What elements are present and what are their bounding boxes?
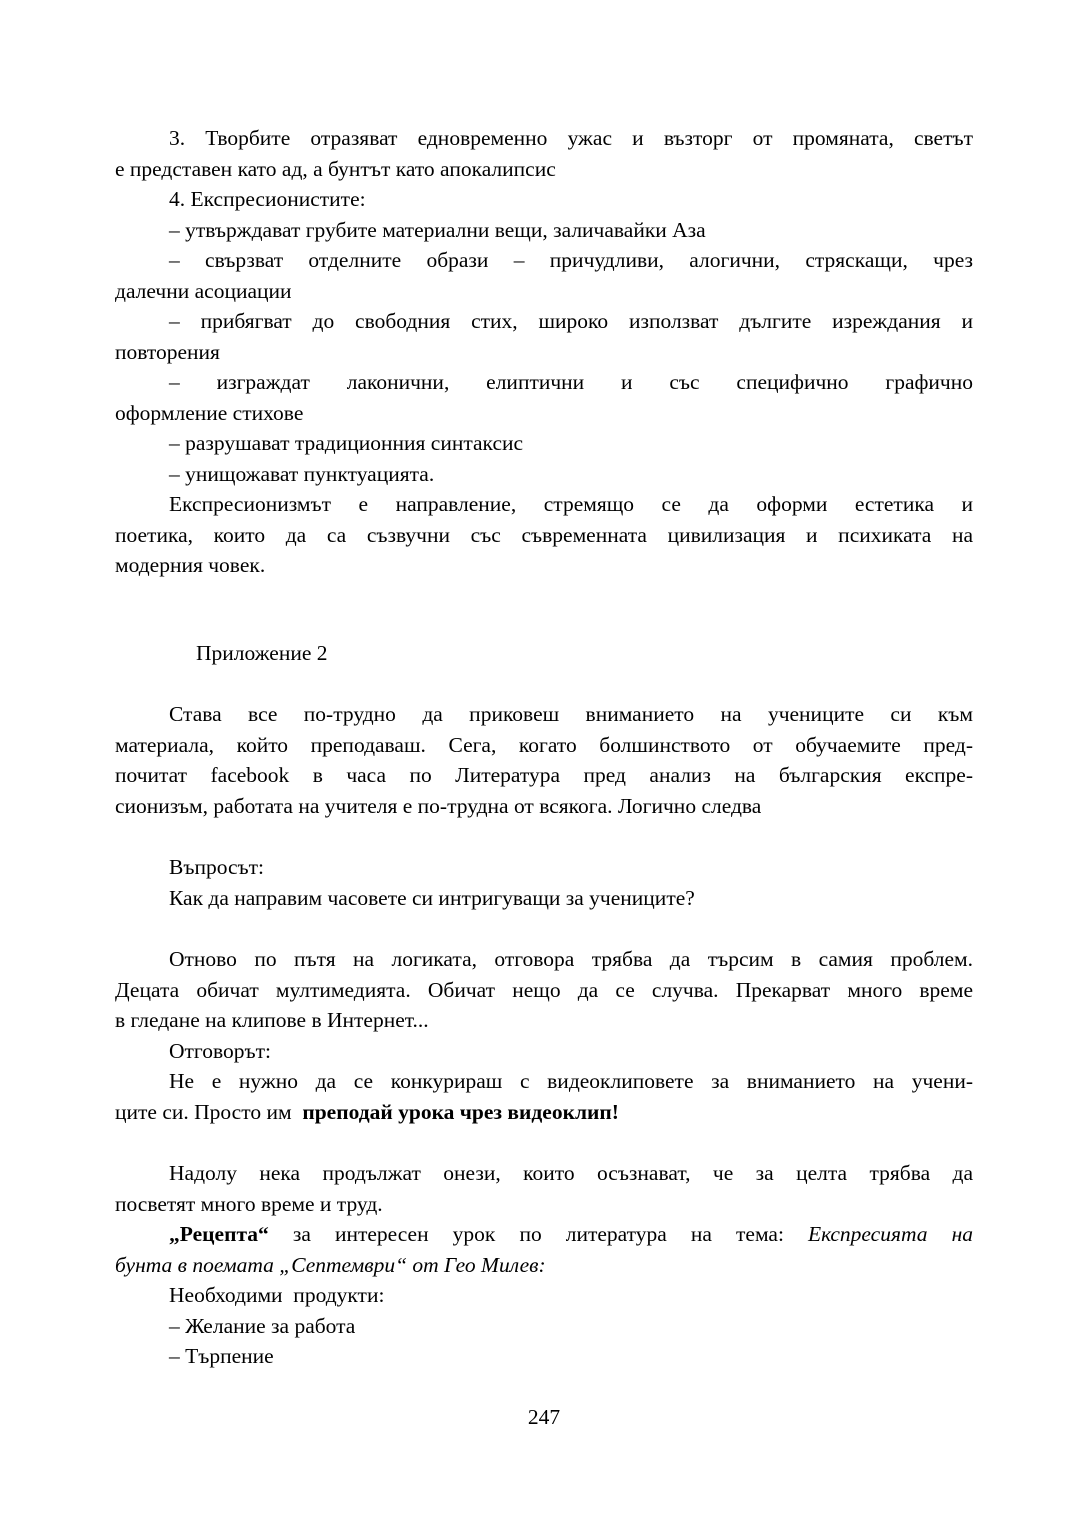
paragraph: [115, 1036, 973, 1067]
text-run: бунта в поемата „Септември“ от Гео Милев:: [115, 1252, 546, 1277]
text-run: Експресията на: [808, 1222, 973, 1246]
text-line: [115, 306, 973, 337]
text-line: [115, 760, 973, 791]
text-line: [115, 123, 973, 154]
text-run: – утвърждават грубите материални вещи, заличавайки Аза: [169, 217, 706, 242]
paragraph: [115, 306, 973, 367]
text-run: Приложение 2: [196, 640, 328, 665]
text-line: [115, 1250, 973, 1281]
paragraph: [115, 944, 973, 1036]
text-run: – прибягват до свободния стих, широко използват дългите изреждания и: [169, 309, 973, 333]
text-line: [115, 1341, 973, 1372]
paragraph: [115, 123, 973, 184]
text-run: – разрушават традиционния синтаксис: [169, 431, 524, 455]
paragraph: [115, 852, 973, 883]
text-run: – Търпение: [169, 1344, 274, 1368]
text-line: [115, 1036, 973, 1067]
text-line: [115, 550, 973, 581]
paragraph: [115, 459, 973, 490]
text-run: – изграждат лаконични, елиптични и със специфично графично: [169, 370, 973, 394]
paragraph: [115, 699, 973, 821]
text-line: [115, 1219, 973, 1250]
text-line: [115, 276, 973, 307]
text-run: е представен като ад, а бунтът като апокалипсис: [115, 156, 556, 181]
paragraph: [115, 1158, 973, 1219]
text-line: [115, 428, 973, 459]
text-run: Необходими продукти:: [169, 1283, 385, 1307]
text-line: [115, 367, 973, 398]
text-run: Въпросът:: [169, 855, 265, 879]
text-line: [115, 184, 973, 215]
text-line: [115, 245, 973, 276]
text-run: Отговорът:: [169, 1038, 271, 1063]
text-line: [115, 1311, 973, 1342]
text-run: модерния човек.: [115, 553, 266, 577]
text-run: поетика, които да са съзвучни със съвременната цивилизация и психиката на: [115, 522, 973, 547]
text-run: сионизъм, работата на учителя е по-трудна от всякога. Логично следва: [115, 793, 762, 818]
paragraph: [115, 1219, 973, 1280]
paragraph: [115, 883, 973, 914]
text-line: [115, 791, 973, 822]
text-run: Отново по пътя на логиката, отговора трябва да търсим в самия проблем.: [169, 947, 973, 971]
page-number: 247: [527, 1405, 561, 1429]
text-run: 3. Творбите отразяват едновременно ужас и възторг от промяната, светът: [169, 126, 973, 150]
text-run: – Желание за работа: [169, 1313, 356, 1338]
text-line: [115, 1066, 973, 1097]
text-run: – унищожават пунктуацията.: [169, 461, 435, 486]
text-run: Не е нужно да се конкурираш с видеоклиповете за вниманието на учени-: [169, 1069, 973, 1093]
text-line: [115, 638, 973, 669]
paragraph: [115, 1341, 973, 1372]
text-line: [115, 154, 973, 185]
text-line: [115, 883, 973, 914]
paragraph: [115, 367, 973, 428]
text-line: [115, 1005, 973, 1036]
text-run: Как да направим часовете си интригуващи за учениците?: [169, 885, 695, 910]
paragraph: [115, 1311, 973, 1342]
text-run: повторения: [115, 339, 220, 364]
text-line: [115, 459, 973, 490]
text-line: [115, 975, 973, 1006]
text-run: Децата обичат мултимедията. Обичат нещо да се случва. Прекарват много време: [115, 977, 973, 1002]
text-line: [115, 699, 973, 730]
text-line: [115, 520, 973, 551]
text-line: [115, 1189, 973, 1220]
paragraph: [115, 638, 973, 669]
paragraph: [115, 245, 973, 306]
text-run: посветят много време и труд.: [115, 1191, 383, 1216]
paragraph: [115, 1066, 973, 1127]
text-run: Става все по-трудно да приковеш вниманието на учениците си към: [169, 702, 973, 726]
text-run: ците си. Просто им: [115, 1099, 303, 1124]
text-line: [115, 1280, 973, 1311]
text-line: [115, 489, 973, 520]
text-line: [115, 1097, 973, 1128]
text-line: [115, 730, 973, 761]
document-body: [115, 123, 973, 1372]
text-run: преподай урока чрез видеоклип!: [302, 1099, 619, 1124]
text-run: в гледане на клипове в Интернет...: [115, 1008, 429, 1032]
text-line: [115, 1158, 973, 1189]
text-line: [115, 944, 973, 975]
paragraph: [115, 489, 973, 581]
paragraph: [115, 1280, 973, 1311]
text-run: 4. Експресионистите:: [169, 187, 366, 211]
text-line: [115, 398, 973, 429]
text-run: – свързват отделните образи – причудливи, алогични, стряскащи, чрез: [169, 248, 973, 272]
text-line: [115, 337, 973, 368]
text-run: Надолу нека продължат онези, които осъзнават, че за целта трябва да: [169, 1161, 973, 1185]
text-run: материала, който преподаваш. Сега, когато болшинството от обучаемите пред-: [115, 732, 973, 757]
text-run: далечни асоциации: [115, 278, 292, 303]
text-run: почитат facebook в часа по Литература пред анализ на българския експре-: [115, 763, 973, 787]
text-line: [115, 852, 973, 883]
text-run: „Рецепта“: [169, 1222, 269, 1246]
paragraph: [115, 428, 973, 459]
text-run: Експресионизмът е направление, стремящо се да оформи естетика и: [169, 492, 973, 516]
paragraph: [115, 184, 973, 215]
text-line: [115, 215, 973, 246]
text-run: оформление стихове: [115, 400, 304, 425]
text-run: за интересен урок по литература на тема:: [268, 1222, 808, 1246]
paragraph: [115, 215, 973, 246]
